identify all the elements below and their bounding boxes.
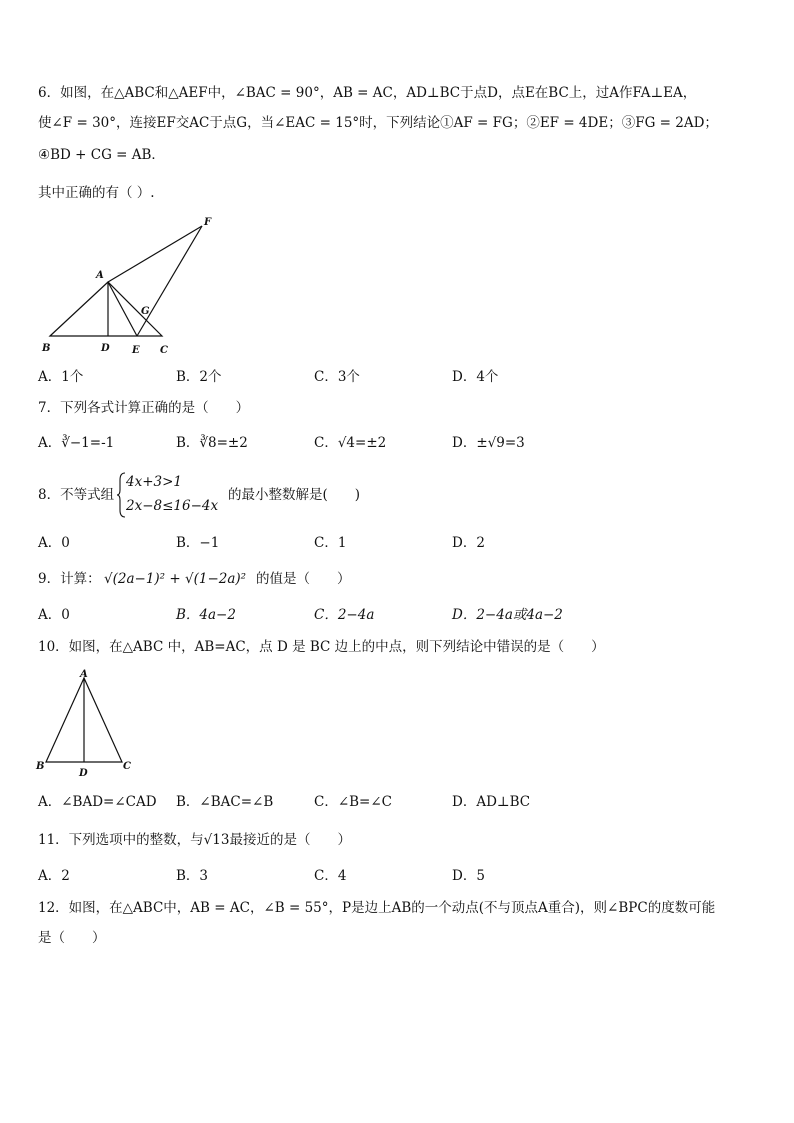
q9-option-a: A．0 — [38, 607, 70, 623]
q8-stem-prefix: 8．不等式组 — [38, 487, 115, 503]
q8-option-a: A．0 — [38, 535, 70, 551]
q10-option-b: B．∠BAC=∠B — [176, 794, 274, 810]
q6-stem-line4: 其中正确的有（ ）. — [38, 185, 155, 201]
q9-option-b: B．4a−2 — [176, 607, 236, 623]
q6-option-c: C．3个 — [314, 369, 360, 385]
q6-label-C: C — [160, 345, 168, 356]
q6-stem-line1: 6．如图，在△ABC和△AEF中，∠BAC = 90°，AB = AC，AD⊥BC于点D，点E在BC上，过A作FA⊥EA， — [38, 85, 697, 101]
q6-option-b: B．2个 — [176, 369, 222, 385]
q6-option-d: D．4个 — [452, 369, 499, 385]
q8-option-b: B．−1 — [176, 535, 220, 551]
q9-stem-prefix: 9．计算： — [38, 571, 101, 587]
q8-brace-icon — [116, 472, 126, 518]
q7-stem: 7．下列各式计算正确的是（ ） — [38, 400, 250, 416]
q7-option-c: C．√4=±2 — [314, 435, 387, 451]
q11-option-c: C．4 — [314, 868, 347, 884]
q10-option-c: C．∠B=∠C — [314, 794, 393, 810]
q10-triangle-figure — [34, 668, 144, 780]
q7-option-d: D．±√9=3 — [452, 435, 525, 451]
q11-option-a: A．2 — [38, 868, 70, 884]
q6-label-A: A — [96, 270, 104, 281]
q11-stem: 11．下列选项中的整数，与√13最接近的是（ ） — [38, 832, 351, 848]
q8-system-line1: 4x+3>1 — [126, 474, 183, 490]
q11-option-d: D．5 — [452, 868, 485, 884]
q6-option-a: A．1个 — [38, 369, 84, 385]
q8-system-line2: 2x−8≤16−4x — [126, 498, 219, 514]
q10-option-d: D．AD⊥BC — [452, 794, 531, 810]
q6-label-E: E — [132, 345, 140, 356]
q11-option-b: B．3 — [176, 868, 209, 884]
q10-label-D: D — [79, 768, 88, 779]
q10-stem: 10．如图，在△ABC 中，AB=AC，点 D 是 BC 边上的中点，则下列结论中错误的是（ ） — [38, 639, 605, 655]
q9-option-d: D．2−4a或4a−2 — [452, 607, 563, 623]
q6-label-D: D — [101, 343, 110, 354]
q7-option-a: A．∛−1=-1 — [38, 435, 115, 451]
q10-option-a: A．∠BAD=∠CAD — [38, 794, 157, 810]
q6-stem-line2: 使∠F = 30°，连接EF交AC于点G，当∠EAC = 15°时，下列结论①AF = FG；②EF = 4DE；③FG = 2AD； — [38, 115, 718, 131]
q9-option-c: C．2−4a — [314, 607, 375, 623]
q6-label-B: B — [42, 343, 51, 354]
q12-stem-line1: 12．如图，在△ABC中，AB = AC，∠B = 55°，P是边上AB的一个动点(不与顶点A重合)，则∠BPC的度数可能 — [38, 900, 716, 916]
q10-label-B: B — [36, 761, 45, 772]
q12-stem-line2: 是（ ） — [38, 930, 106, 946]
q8-stem-suffix: 的最小整数解是( ) — [228, 487, 361, 503]
q10-label-C: C — [123, 761, 131, 772]
q7-option-b: B．∛8=±2 — [176, 435, 248, 451]
q9-stem-suffix: 的值是（ ） — [256, 571, 351, 587]
q8-option-c: C．1 — [314, 535, 347, 551]
q8-option-d: D．2 — [452, 535, 485, 551]
q6-label-G: G — [141, 306, 150, 317]
q6-label-F: F — [204, 217, 212, 228]
q10-label-A: A — [80, 669, 88, 680]
q9-expression: √(2a−1)² + √(1−2a)² — [104, 571, 247, 587]
q6-stem-line3: ④BD + CG = AB． — [38, 147, 165, 163]
q6-triangle-figure — [36, 212, 226, 362]
